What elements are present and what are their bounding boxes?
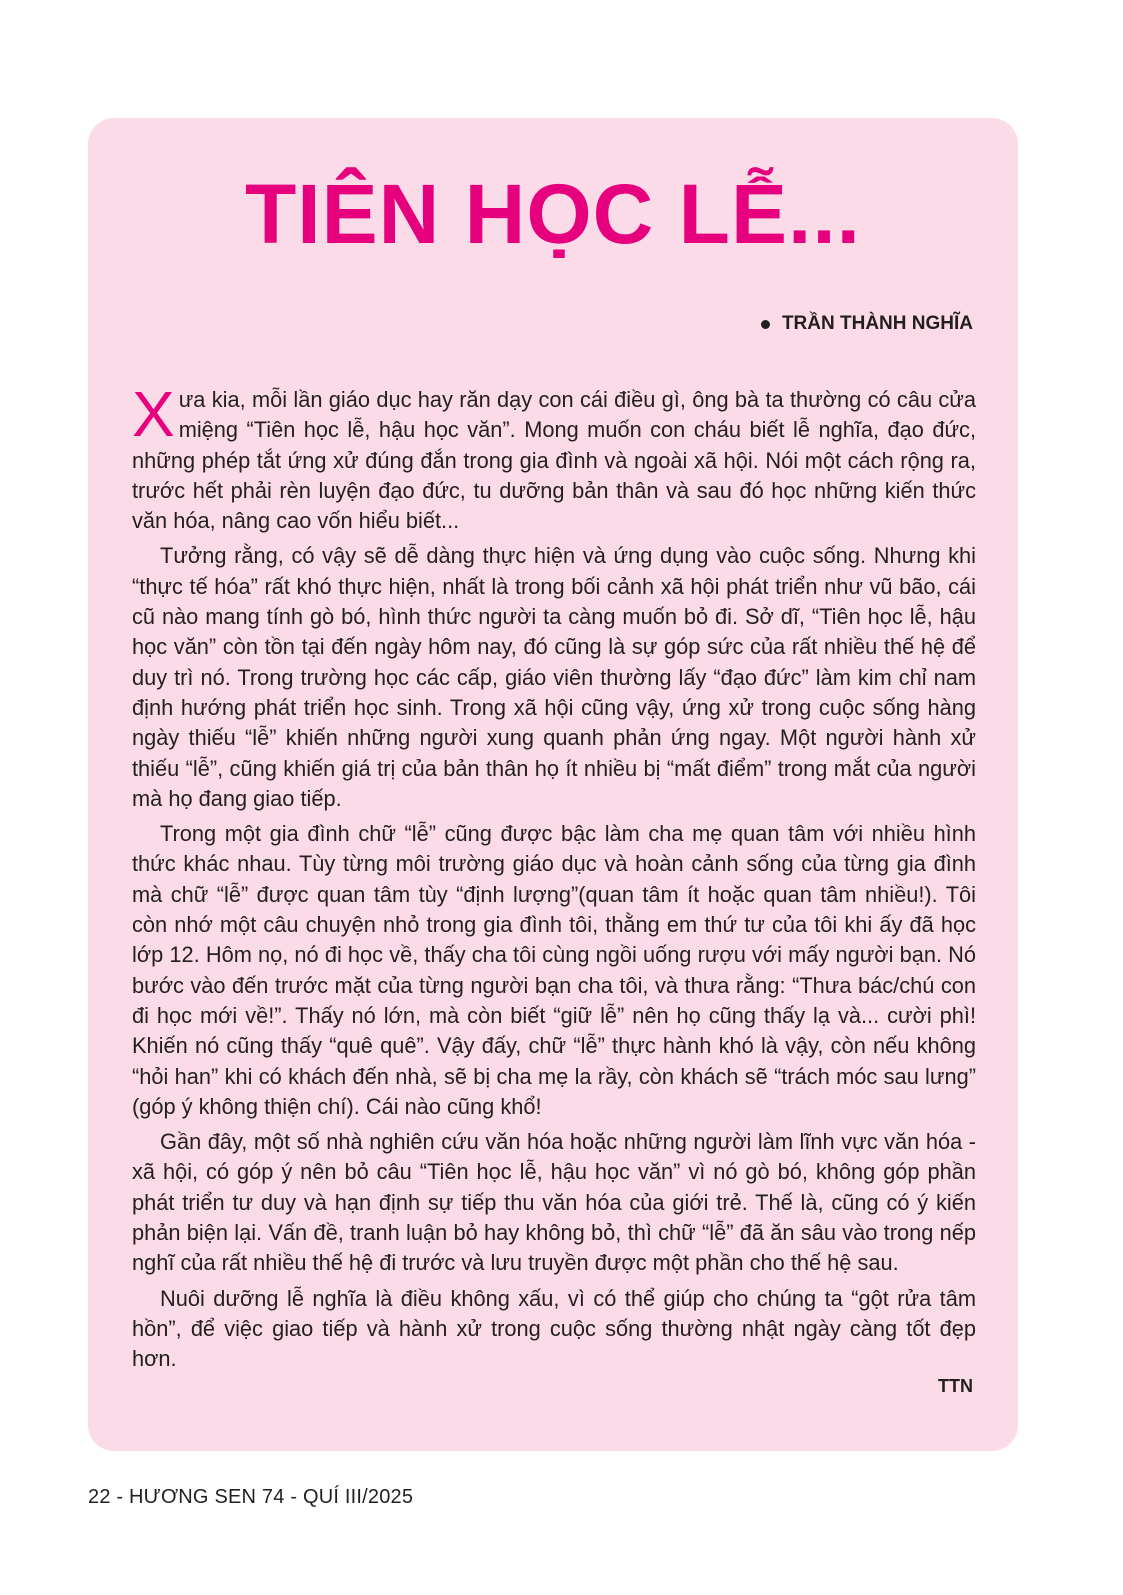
paragraph-1: [132, 378, 976, 536]
paragraph-4: Gần đây, một số nhà nghiên cứu văn hóa hoặc những người làm lĩnh vực văn hóa - xã hội, có góp ý nên bỏ câu “Tiên học lễ, hậu học văn” vì nó gò bó, không góp phần phát triển tư duy và hạn định sự tiếp thu văn hóa của giới trẻ. Thế là, cũng có ý kiến phản biện lại. Vấn đề, tranh luận bỏ hay không bỏ, thì chữ “lễ” đã ăn sâu vào trong nếp nghĩ của rất nhiều thế hệ đi trước và lưu truyền được một phần cho thế hệ sau.: [132, 1129, 976, 1276]
paragraph-1-text: ưa kia, mỗi lần giáo dục hay răn dạy con cái điều gì, ông bà ta thường có câu cửa miệng “Tiên học lễ, hậu học văn”. Mong muốn con cháu biết lễ nghĩa, đạo đức, những phép tắt ứng xử đúng đắn trong gia đình và ngoài xã hội. Nói một cách rộng ra, trước hết phải rèn luyện đạo đức, tu dưỡng bản thân và sau đó học những kiến thức văn hóa, nâng cao vốn hiểu biết...: [132, 387, 976, 534]
paragraph-5: Nuôi dưỡng lễ nghĩa là điều không xấu, vì có thể giúp cho chúng ta “gột rửa tâm hồn”, để việc giao tiếp và hành xử trong cuộc sống thường nhật ngày càng tốt đẹp hơn.: [132, 1285, 976, 1372]
article-body: [132, 378, 976, 1380]
paragraph-3: Trong một gia đình chữ “lễ” cũng được bậc làm cha mẹ quan tâm với nhiều hình thức khác nhau. Tùy từng môi trường giáo dục và hoàn cảnh sống của từng gia đình mà chữ “lễ” được quan tâm tùy “định lượng”(quan tâm ít hoặc quan tâm nhiều!). Tôi còn nhớ một câu chuyện nhỏ trong gia đình tôi, thằng em thứ tư của tôi khi ấy đã học lớp 12. Hôm nọ, nó đi học về, thấy cha tôi cùng ngồi uống rượu với mấy người bạn. Nó bước vào đến trước mặt của từng người bạn cha tôi, và thưa rằng: “Thưa bác/chú con đi học mới về!”. Thấy nó lớn, mà còn biết “giữ lễ” nên họ cũng thấy lạ và... cười phì! Khiến nó cũng thấy “quê quê”. Vậy đấy, chữ “lễ” thực hành khó là vậy, còn nếu không “hỏi han” khi có khách đến nhà, sẽ bị cha mẹ la rầy, còn khách sẽ “trách móc sau lưng” (góp ý không thiện chí). Cái nào cũng khổ!: [132, 821, 976, 1119]
article-signature: TTN: [938, 1376, 973, 1396]
author-name: TRẦN THÀNH NGHĨA: [781, 313, 973, 334]
drop-cap: X: [132, 378, 175, 450]
article-title: TIÊN HỌC LỄ...: [244, 167, 862, 261]
author-byline: [761, 313, 973, 335]
page-footer: 22 - HƯƠNG SEN 74 - QUÍ III/2025: [88, 1486, 414, 1508]
paragraph-2: Tưởng rằng, có vậy sẽ dễ dàng thực hiện và ứng dụng vào cuộc sống. Nhưng khi “thực tế hóa” rất khó thực hiện, nhất là trong bối cảnh xã hội phát triển như vũ bão, cái cũ nào mang tính gò bó, hình thức người ta càng muốn bỏ đi. Sở dĩ, “Tiên học lễ, hậu học văn” còn tồn tại đến ngày hôm nay, đó cũng là sự góp sức của rất nhiều thế hệ để duy trì nó. Trong trường học các cấp, giáo viên thường lấy “đạo đức” làm kim chỉ nam định hướng phát triển học sinh. Trong xã hội cũng vậy, ứng xử trong cuộc sống hàng ngày thiếu “lễ” khiến những người xung quanh phản ứng ngay. Một người hành xử thiếu “lễ”, cũng khiến giá trị của bản thân họ ít nhiều bị “mất điểm” trong mắt của người mà họ đang giao tiếp.: [132, 543, 976, 811]
bullet-icon: [761, 320, 770, 329]
